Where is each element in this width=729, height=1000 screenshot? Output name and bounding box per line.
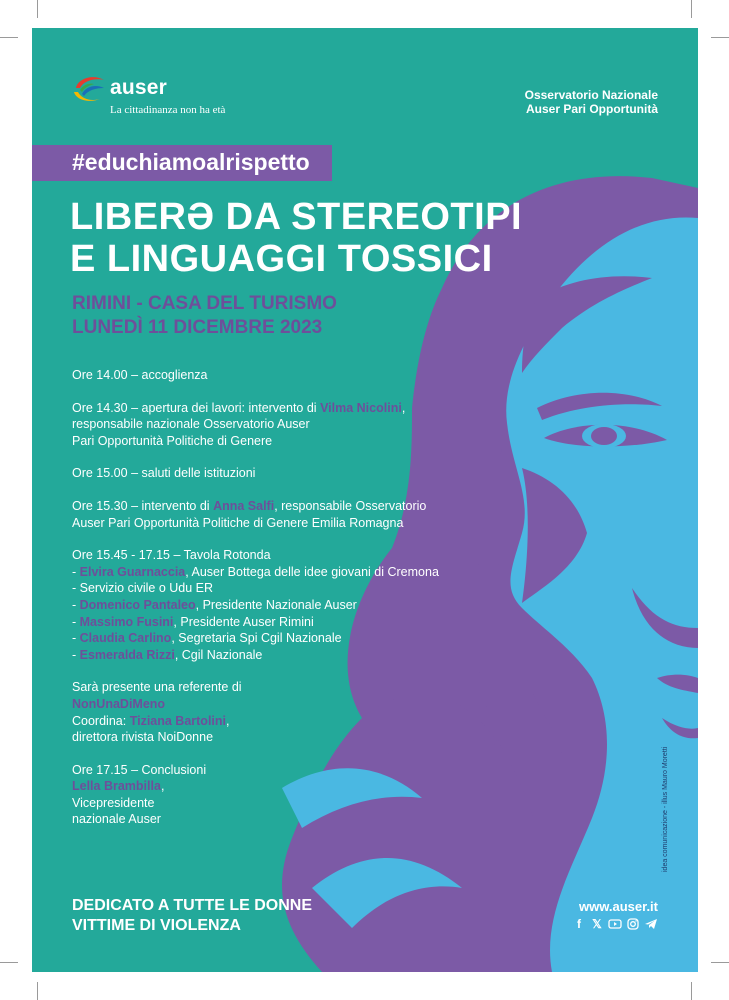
logo-tagline: La cittadinanza non ha età (110, 104, 226, 116)
youtube-icon[interactable] (608, 917, 622, 931)
panel-member (72, 564, 439, 581)
program-text: , (226, 713, 230, 728)
program-text: , responsabile Osservatorio (274, 498, 427, 513)
program-text: Coordina: (72, 713, 130, 728)
title-line-2: E LINGUAGGI TOSSICI (70, 238, 493, 280)
panel-member (72, 630, 439, 647)
program-line: Vicepresidente (72, 795, 155, 810)
crop-mark (691, 982, 692, 1000)
program-item (72, 498, 439, 531)
speaker-name: Domenico Pantaleo (79, 597, 196, 612)
list-dash: - (72, 597, 80, 612)
program-line (72, 713, 439, 730)
program-line: Auser Pari Opportunità Politiche di Genere Emilia Romagna (72, 515, 404, 530)
organization-highlight: NonUnaDiMeno (72, 696, 166, 711)
program-line: responsabile nazionale Osservatorio Auser (72, 417, 310, 432)
speaker-name: Massimo Fusini (79, 614, 174, 629)
panel-member (72, 597, 439, 614)
panel-member (72, 614, 439, 631)
speaker-name: Claudia Carlino (79, 631, 172, 646)
program-line: direttora rivista NoiDonne (72, 730, 214, 745)
crop-mark (0, 37, 18, 38)
x-icon[interactable]: 𝕏 (592, 917, 602, 931)
crop-mark (711, 37, 729, 38)
event-program (72, 367, 439, 844)
program-text: , Presidente Auser Rimini (173, 614, 314, 629)
program-item (72, 465, 439, 482)
program-item (72, 762, 439, 828)
program-text: , Cgil Nazionale (174, 647, 263, 662)
program-line: Sarà presente una referente di (72, 680, 242, 695)
program-text: , Segretaria Spi Cgil Nazionale (171, 631, 342, 646)
program-line: Ore 14.00 – accoglienza (72, 368, 208, 382)
program-item (72, 400, 439, 450)
program-text: , (160, 779, 165, 794)
speaker-name: Esmeralda Rizzi (79, 647, 175, 662)
crop-mark (711, 962, 729, 963)
hashtag-text: #educhiamoalrispetto (72, 149, 310, 175)
dedication-text (72, 896, 312, 936)
event-venue-date (72, 292, 337, 340)
list-dash: - (72, 614, 80, 629)
program-text: Servizio civile o Udu ER (79, 581, 214, 596)
dedication-line-1: DEDICATO A TUTTE LE DONNE (72, 897, 312, 914)
event-poster (32, 28, 698, 972)
hashtag-banner (32, 145, 332, 181)
program-item (72, 547, 439, 663)
crop-mark (691, 0, 692, 18)
program-item (72, 679, 439, 745)
title-line-1: LIBERƏ DA STEREOTIPI (70, 196, 523, 238)
facebook-icon[interactable]: f (577, 917, 581, 931)
speaker-name: Anna Salfi (213, 498, 275, 513)
program-text: , (401, 400, 406, 415)
list-dash: - (72, 564, 80, 579)
crop-mark (37, 0, 38, 18)
crop-mark (0, 962, 18, 963)
speaker-name: Tiziana Bartolini (129, 713, 227, 728)
program-text: Ore 14.30 – apertura dei lavori: intervento di (72, 400, 321, 415)
speaker-name: Lella Brambilla (72, 779, 161, 794)
org-line-2: Auser Pari Opportunità (525, 102, 658, 116)
illustration-credit: idea comunicazione - illus Mauro Moretti (662, 746, 669, 872)
venue-date: LUNEDÌ 11 DICEMBRE 2023 (72, 317, 323, 338)
speaker-name: Vilma Nicolini (320, 400, 402, 415)
instagram-icon[interactable] (626, 917, 640, 931)
list-dash: - (72, 581, 80, 596)
program-line (72, 400, 439, 417)
program-item (72, 367, 439, 384)
event-title (70, 196, 522, 280)
social-icons (572, 917, 658, 931)
dedication-line-2: VITTIME DI VIOLENZA (72, 917, 241, 934)
list-dash: - (72, 631, 80, 646)
panel-member (72, 647, 439, 664)
program-line: Ore 15.45 - 17.15 – Tavola Rotonda (72, 548, 271, 563)
program-text: Ore 15.30 – intervento di (72, 498, 214, 513)
program-line: Pari Opportunità Politiche di Genere (72, 433, 273, 448)
venue-place: RIMINI - CASA DEL TURISMO (72, 293, 337, 314)
program-line: nazionale Auser (72, 812, 161, 827)
website-link[interactable]: www.auser.it (579, 899, 658, 914)
auser-logo-mark-icon (72, 74, 108, 104)
program-line: Ore 15.00 – saluti delle istituzioni (72, 466, 256, 481)
panel-member (72, 580, 439, 597)
program-text: , Auser Bottega delle idee giovani di Cremona (185, 564, 439, 579)
telegram-icon[interactable] (644, 917, 658, 931)
list-dash: - (72, 647, 80, 662)
org-line-1: Osservatorio Nazionale (524, 88, 658, 102)
logo-name: auser (110, 76, 168, 99)
program-line: Ore 17.15 – Conclusioni (72, 762, 207, 777)
program-line (72, 498, 439, 515)
auser-logo (72, 74, 272, 124)
crop-mark (37, 982, 38, 1000)
organization-name (525, 88, 658, 116)
program-line (72, 778, 439, 795)
program-text: , Presidente Nazionale Auser (195, 597, 357, 612)
speaker-name: Elvira Guarnaccia (79, 564, 186, 579)
